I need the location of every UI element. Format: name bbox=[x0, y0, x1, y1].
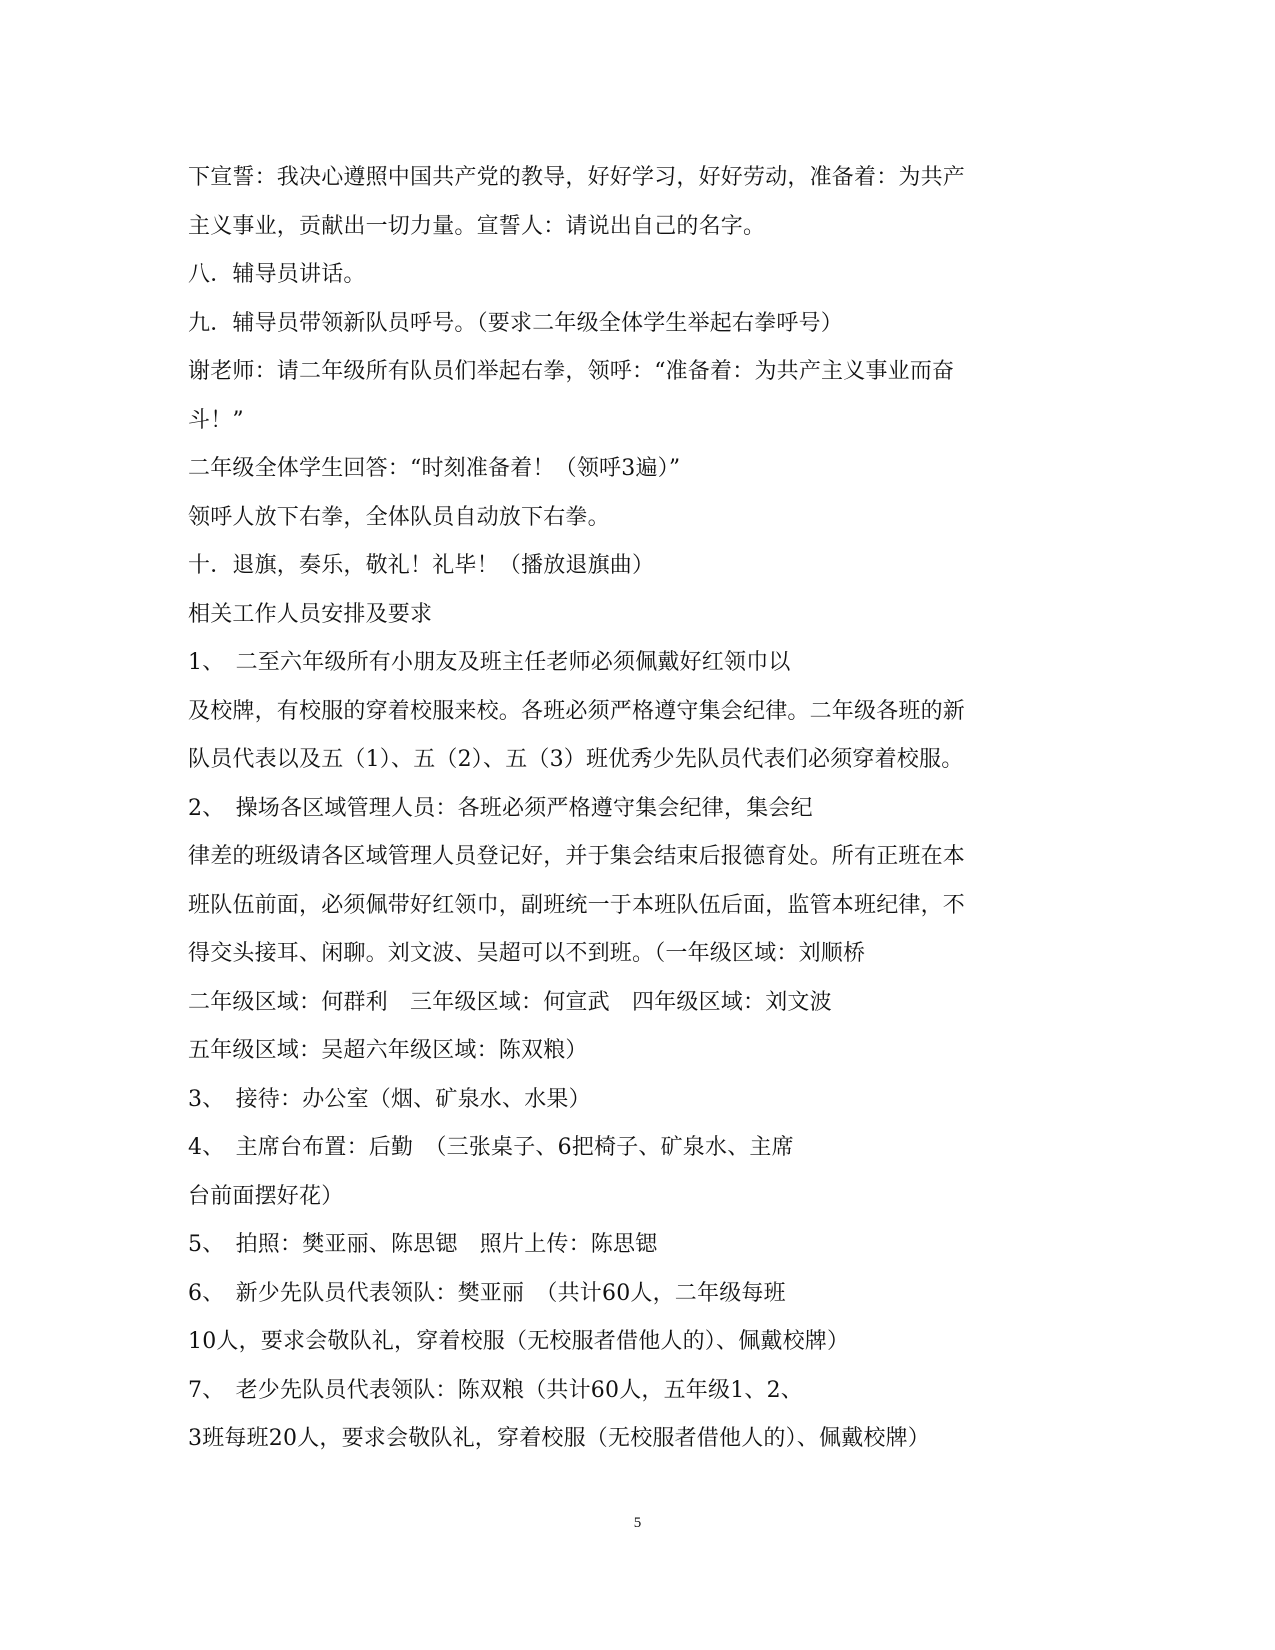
text-line: 队员代表以及五（1）、五（2）、五（3）班优秀少先队员代表们必须穿着校服。 bbox=[188, 747, 964, 772]
list-item: 4、 主席台布置：后勤 （三张桌子、6把椅子、矿泉水、主席 bbox=[188, 1135, 794, 1160]
text-line: 下宣誓：我决心遵照中国共产党的教导，好好学习，好好劳动，准备着：为共产 bbox=[188, 165, 966, 190]
text-line: 十．退旗，奏乐，敬礼！礼毕！（播放退旗曲） bbox=[188, 553, 655, 578]
text-line: 得交头接耳、闲聊。刘文波、吴超可以不到班。（一年级区域：刘顺桥 bbox=[188, 941, 866, 966]
page-number: 5 bbox=[633, 1515, 642, 1531]
list-item: 6、 新少先队员代表领队：樊亚丽 （共计60人，二年级每班 bbox=[188, 1280, 786, 1306]
text-line: 律差的班级请各区域管理人员登记好，并于集会结束后报德育处。所有正班在本 bbox=[188, 844, 966, 869]
text-line: 领呼人放下右拳，全体队员自动放下右拳。 bbox=[188, 504, 610, 530]
text-line: 10人，要求会敬队礼，穿着校服（无校服者借他人的）、佩戴校牌） bbox=[188, 1329, 850, 1354]
text-line: 二年级全体学生回答：“时刻准备着！（领呼3遍）” bbox=[188, 456, 681, 481]
text-line: 谢老师：请二年级所有队员们举起右拳，领呼：“准备着：为共产主义事业而奋 bbox=[188, 359, 955, 384]
text-line: 二年级区域：何群利 三年级区域：何宣武 四年级区域：刘文波 bbox=[188, 989, 832, 1015]
list-item: 1、 二至六年级所有小朋友及班主任老师必须佩戴好红领巾以 bbox=[188, 650, 791, 675]
text-line: 台前面摆好花） bbox=[188, 1183, 344, 1209]
section-heading: 相关工作人员安排及要求 bbox=[188, 601, 433, 627]
text-line: 及校牌，有校服的穿着校服来校。各班必须严格遵守集会纪律。二年级各班的新 bbox=[188, 698, 966, 724]
list-item: 3、 接待：办公室（烟、矿泉水、水果） bbox=[188, 1086, 591, 1112]
text-line: 五年级区域：吴超六年级区域：陈双粮） bbox=[188, 1038, 588, 1063]
text-line: 主义事业，贡献出一切力量。宣誓人：请说出自己的名字。 bbox=[188, 213, 766, 239]
list-item: 7、 老少先队员代表领队：陈双粮（共计60人，五年级1、2、 bbox=[188, 1377, 803, 1403]
list-item: 5、 拍照：樊亚丽、陈思锶 照片上传：陈思锶 bbox=[188, 1232, 658, 1257]
text-line: 斗！” bbox=[188, 407, 244, 433]
text-line: 九．辅导员带领新队员呼号。（要求二年级全体学生举起右拳呼号） bbox=[188, 310, 844, 336]
document-body bbox=[188, 154, 1068, 1464]
text-line: 3班每班20人，要求会敬队礼，穿着校服（无校服者借他人的）、佩戴校牌） bbox=[188, 1426, 930, 1451]
text-line: 班队伍前面，必须佩带好红领巾，副班统一于本班队伍后面，监管本班纪律，不 bbox=[188, 892, 966, 918]
list-item: 2、 操场各区域管理人员：各班必须严格遵守集会纪律，集会纪 bbox=[188, 795, 813, 821]
text-line: 八．辅导员讲话。 bbox=[188, 262, 366, 287]
